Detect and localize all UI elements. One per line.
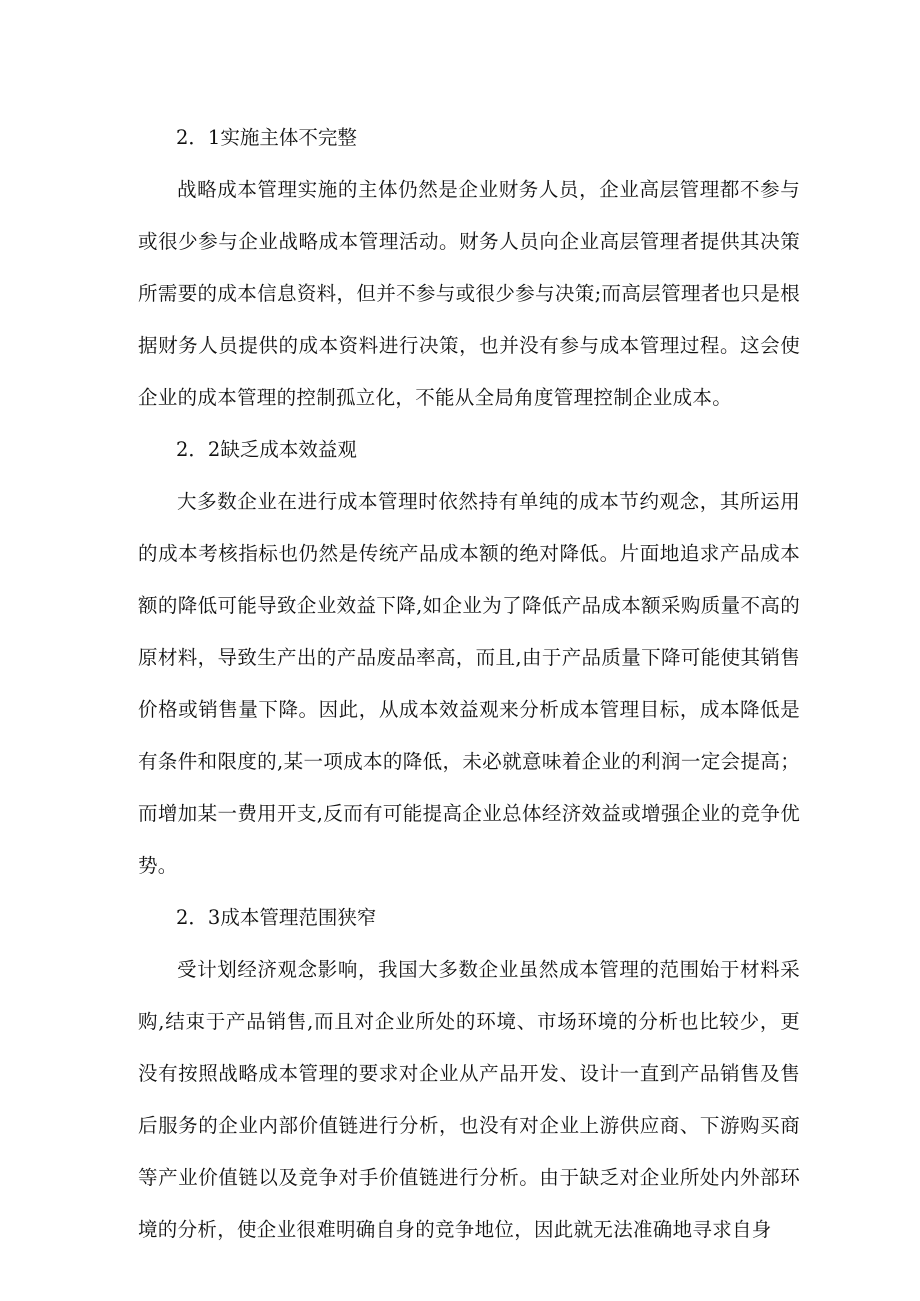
section-paragraph-2-1: 战略成本管理实施的主体仍然是企业财务人员，企业高层管理都不参与或很少参与企业战略成本管理活动。财务人员向企业高层管理者提供其决策所需要的成本信息资料，但并不参与或很少参与决策;而高层管理者也只是根据财务人员提供的成本资料进行决策，也并没有参与成本管理过程。这会使企业的成本管理的控制孤立化，不能从全局角度管理控制企业成本。 xyxy=(138,178,800,409)
section-heading-2-2: 2．2缺乏成本效益观 xyxy=(176,438,357,461)
section-heading-2-1: 2．1实施主体不完整 xyxy=(176,126,357,149)
document-body xyxy=(138,112,800,1256)
section-paragraph-2-3: 受计划经济观念影响，我国大多数企业虽然成本管理的范围始于材料采购,结束于产品销售,而且对企业所处的环境、市场环境的分析也比较少，更没有按照战略成本管理的要求对企业从产品开发、设计一直到产品销售及售后服务的企业内部价值链进行分析，也没有对企业上游供应商、下游购买商等产业价值链以及竞争对手价值链进行分析。由于缺乏对企业所处内外部环境的分析，使企业很难明确自身的竞争地位，因此就无法准确地寻求自身 xyxy=(138,958,800,1241)
section-paragraph-2-2: 大多数企业在进行成本管理时依然持有单纯的成本节约观念，其所运用的成本考核指标也仍然是传统产品成本额的绝对降低。片面地追求产品成本额的降低可能导致企业效益下降,如企业为了降低产品成本额采购质量不高的原材料，导致生产出的产品废品率高，而且,由于产品质量下降可能使其销售价格或销售量下降。因此，从成本效益观来分析成本管理目标，成本降低是有条件和限度的,某一项成本的降低，未必就意味着企业的利润一定会提高；而增加某一费用开支,反而有可能提高企业总体经济效益或增强企业的竞争优势。 xyxy=(138,490,800,877)
section-heading-2-3: 2．3成本管理范围狭窄 xyxy=(176,906,377,929)
